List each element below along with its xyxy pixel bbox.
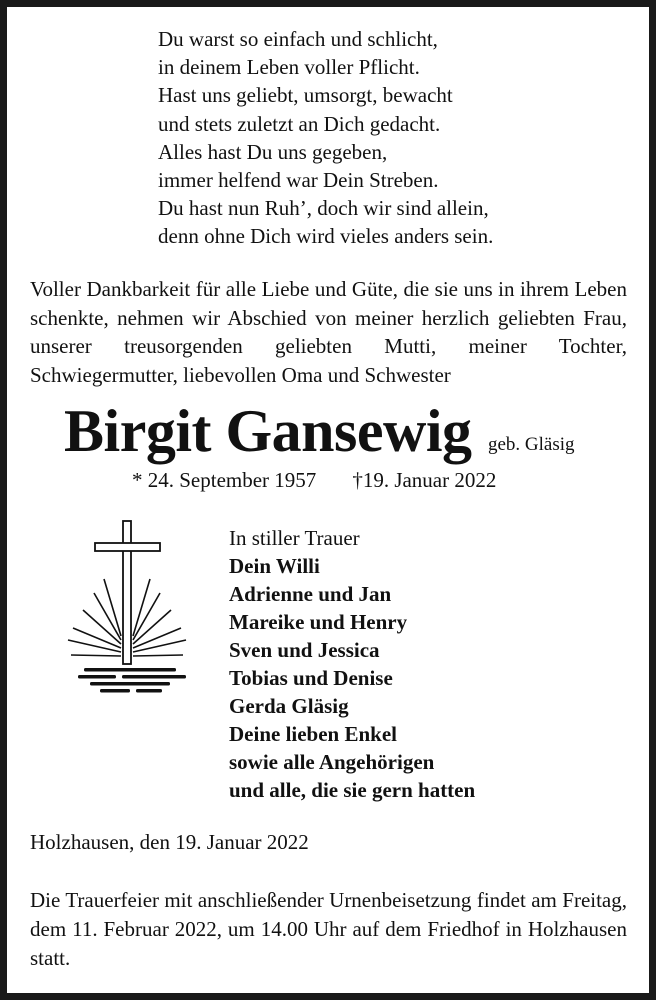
maiden-name: geb. Gläsig xyxy=(488,434,575,455)
birth-date: * 24. September 1957 xyxy=(132,468,317,492)
mourner-name: Mareike und Henry xyxy=(229,610,408,634)
poem-line: Hast uns geliebt, umsorgt, bewacht xyxy=(158,83,453,108)
poem-line: immer helfend war Dein Streben. xyxy=(158,168,439,193)
poem-line: in deinem Leben voller Pflicht. xyxy=(158,55,420,80)
funeral-details: Die Trauerfeier mit anschließender Urnenbeisetzung findet am Freitag, dem 11. Februar 2022, um 14.00 Uhr auf dem Friedhof in Holzhausen statt. xyxy=(30,888,627,970)
poem-line: denn ohne Dich wird vieles anders sein. xyxy=(158,224,494,249)
cross-sunrise-icon xyxy=(64,518,194,694)
poem-line: Du hast nun Ruh’, doch wir sind allein, xyxy=(158,196,489,221)
mourner-name: sowie alle Angehörigen xyxy=(229,750,435,774)
poem-line: Alles hast Du uns gegeben, xyxy=(158,139,388,164)
deceased-name: Birgit Gansewig xyxy=(64,398,472,464)
death-date: †19. Januar 2022 xyxy=(352,468,497,492)
mourner-name: Dein Willi xyxy=(229,554,320,578)
poem-line: und stets zuletzt an Dich gedacht. xyxy=(158,111,441,136)
mourner-name: Gerda Gläsig xyxy=(229,694,349,718)
place-and-date: Holzhausen, den 19. Januar 2022 xyxy=(30,830,309,854)
mourner-name: Adrienne und Jan xyxy=(229,582,392,606)
mourner-name: Deine lieben Enkel xyxy=(229,722,398,746)
mourner-name: und alle, die sie gern hatten xyxy=(229,778,476,802)
mourner-name: Sven und Jessica xyxy=(229,638,380,662)
intro-paragraph: Voller Dankbarkeit für alle Liebe und Güte, die sie uns in ihrem Leben schenkte, nehmen wir Abschied von meiner herzlich geliebten Frau, unserer treusorgenden geliebten Mutti, meiner Tochter, Schwiegermutter, liebevollen Oma und Schwester xyxy=(30,277,627,387)
poem-line: Du warst so einfach und schlicht, xyxy=(158,27,438,51)
memorial-poem xyxy=(158,25,493,251)
mourning-label: In stiller Trauer xyxy=(229,526,360,550)
mourners-list xyxy=(229,524,475,804)
mourner-name: Tobias und Denise xyxy=(229,666,393,690)
life-dates xyxy=(132,468,496,493)
